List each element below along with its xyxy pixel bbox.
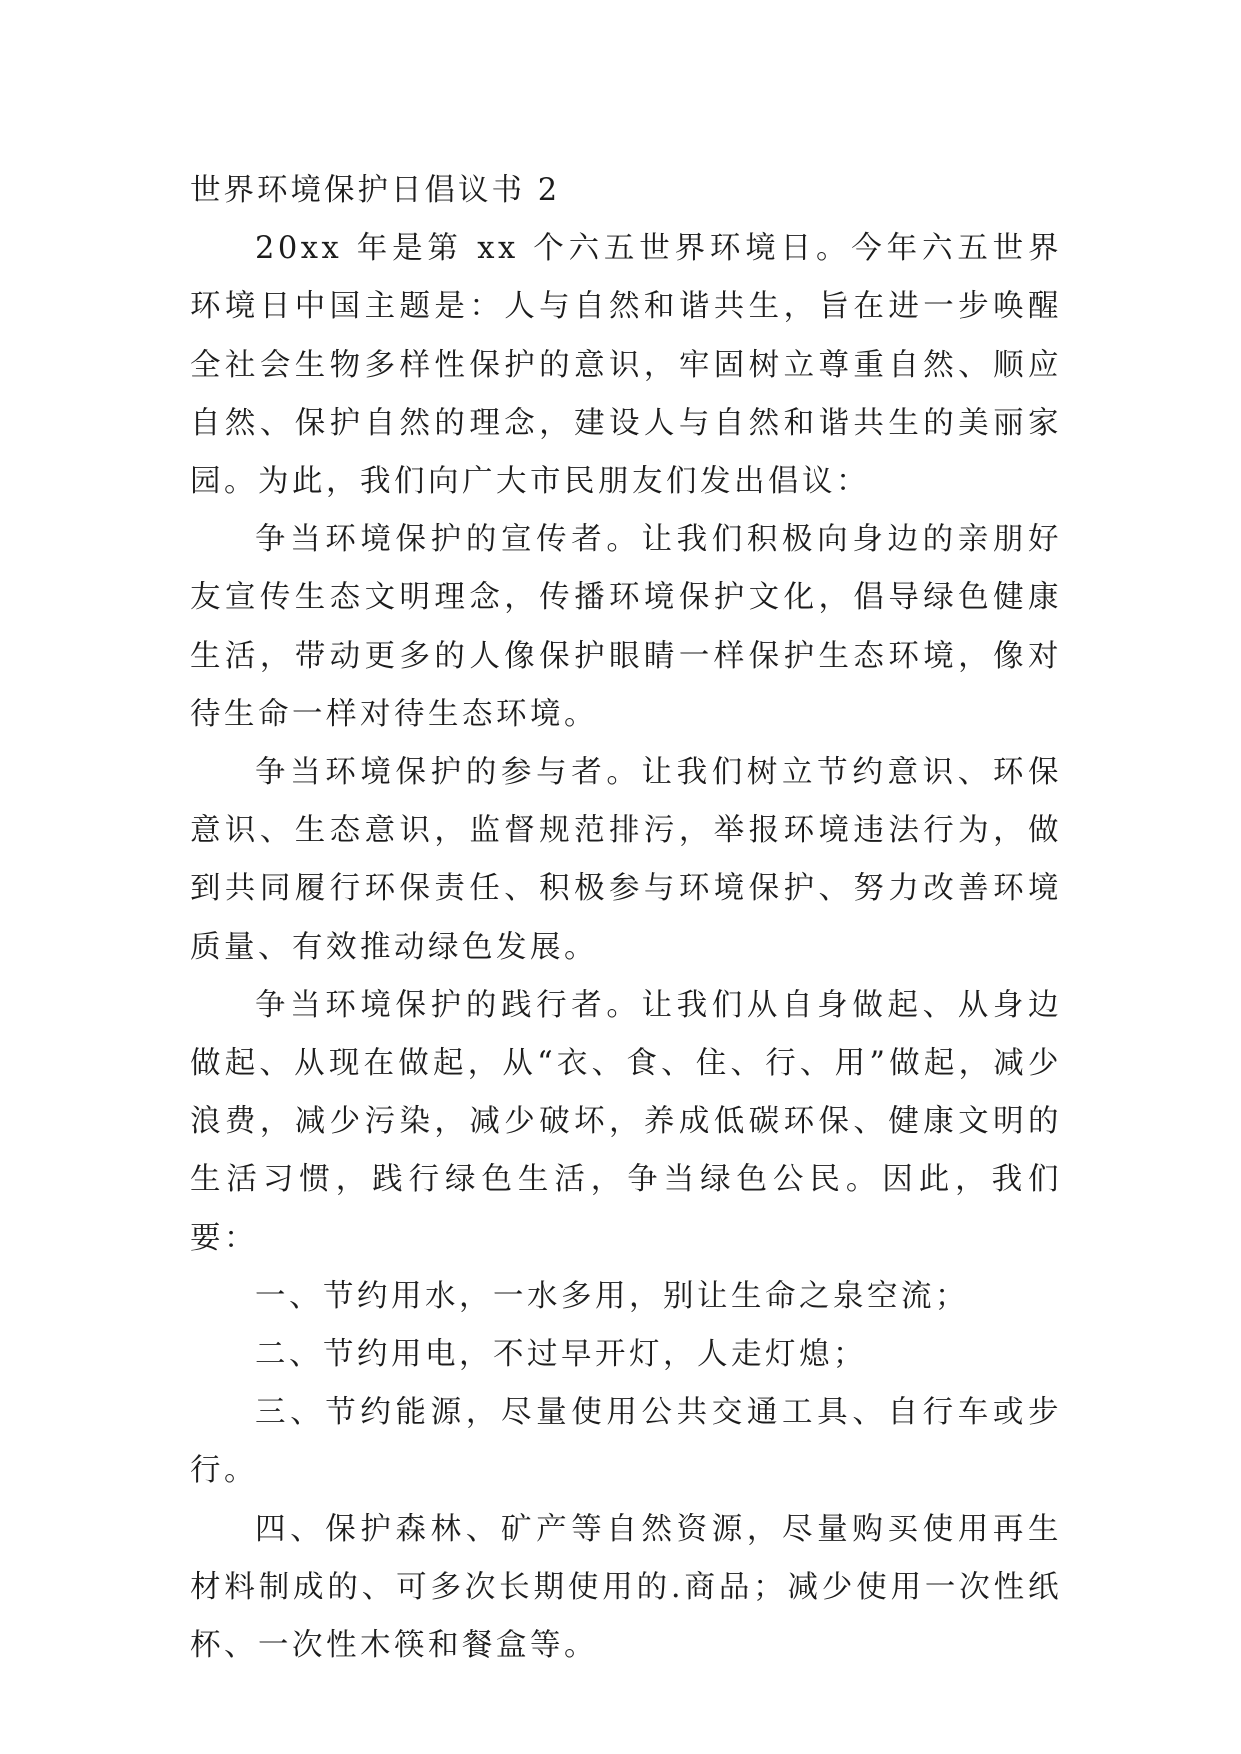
list-item-energy: 三、节约能源，尽量使用公共交通工具、自行车或步行。 <box>190 1395 1062 1489</box>
document-body <box>190 162 1062 1675</box>
paragraph-promoter: 争当环境保护的宣传者。让我们积极向身边的亲朋好友宣传生态文明理念，传播环境保护文化，倡导绿色健康生活，带动更多的人像保护眼睛一样保护生态环境，像对待生命一样对待生态环境。 <box>190 522 1062 732</box>
list-item-electricity: 二、节约用电，不过早开灯，人走灯熄； <box>255 1337 867 1373</box>
paragraph-participant: 争当环境保护的参与者。让我们树立节约意识、环保意识、生态意识，监督规范排污，举报环境违法行为，做到共同履行环保责任、积极参与环境保护、努力改善环境质量、有效推动绿色发展。 <box>190 755 1062 965</box>
document-title: 世界环境保护日倡议书 2 <box>190 173 561 208</box>
paragraph-intro: 20xx 年是第 xx 个六五世界环境日。今年六五世界环境日中国主题是：人与自然和谐共生，旨在进一步唤醒全社会生物多样性保护的意识，牢固树立尊重自然、顺应自然、保护自然的理念，建设人与自然和谐共生的美丽家园。为此，我们向广大市民朋友们发出倡议： <box>190 231 1062 500</box>
paragraph-practitioner: 争当环境保护的践行者。让我们从自身做起、从身边做起、从现在做起，从“衣、食、住、行、用”做起，减少浪费，减少污染，减少破坏，养成低碳环保、健康文明的生活习惯，践行绿色生活，争当绿色公民。因此，我们要： <box>190 987 1062 1256</box>
list-item-resources: 四、保护森林、矿产等自然资源，尽量购买使用再生材料制成的、可多次长期使用的.商品；减少使用一次性纸杯、一次性木筷和餐盒等。 <box>190 1511 1062 1664</box>
list-item-water: 一、节约用水，一水多用，别让生命之泉空流； <box>255 1278 969 1314</box>
